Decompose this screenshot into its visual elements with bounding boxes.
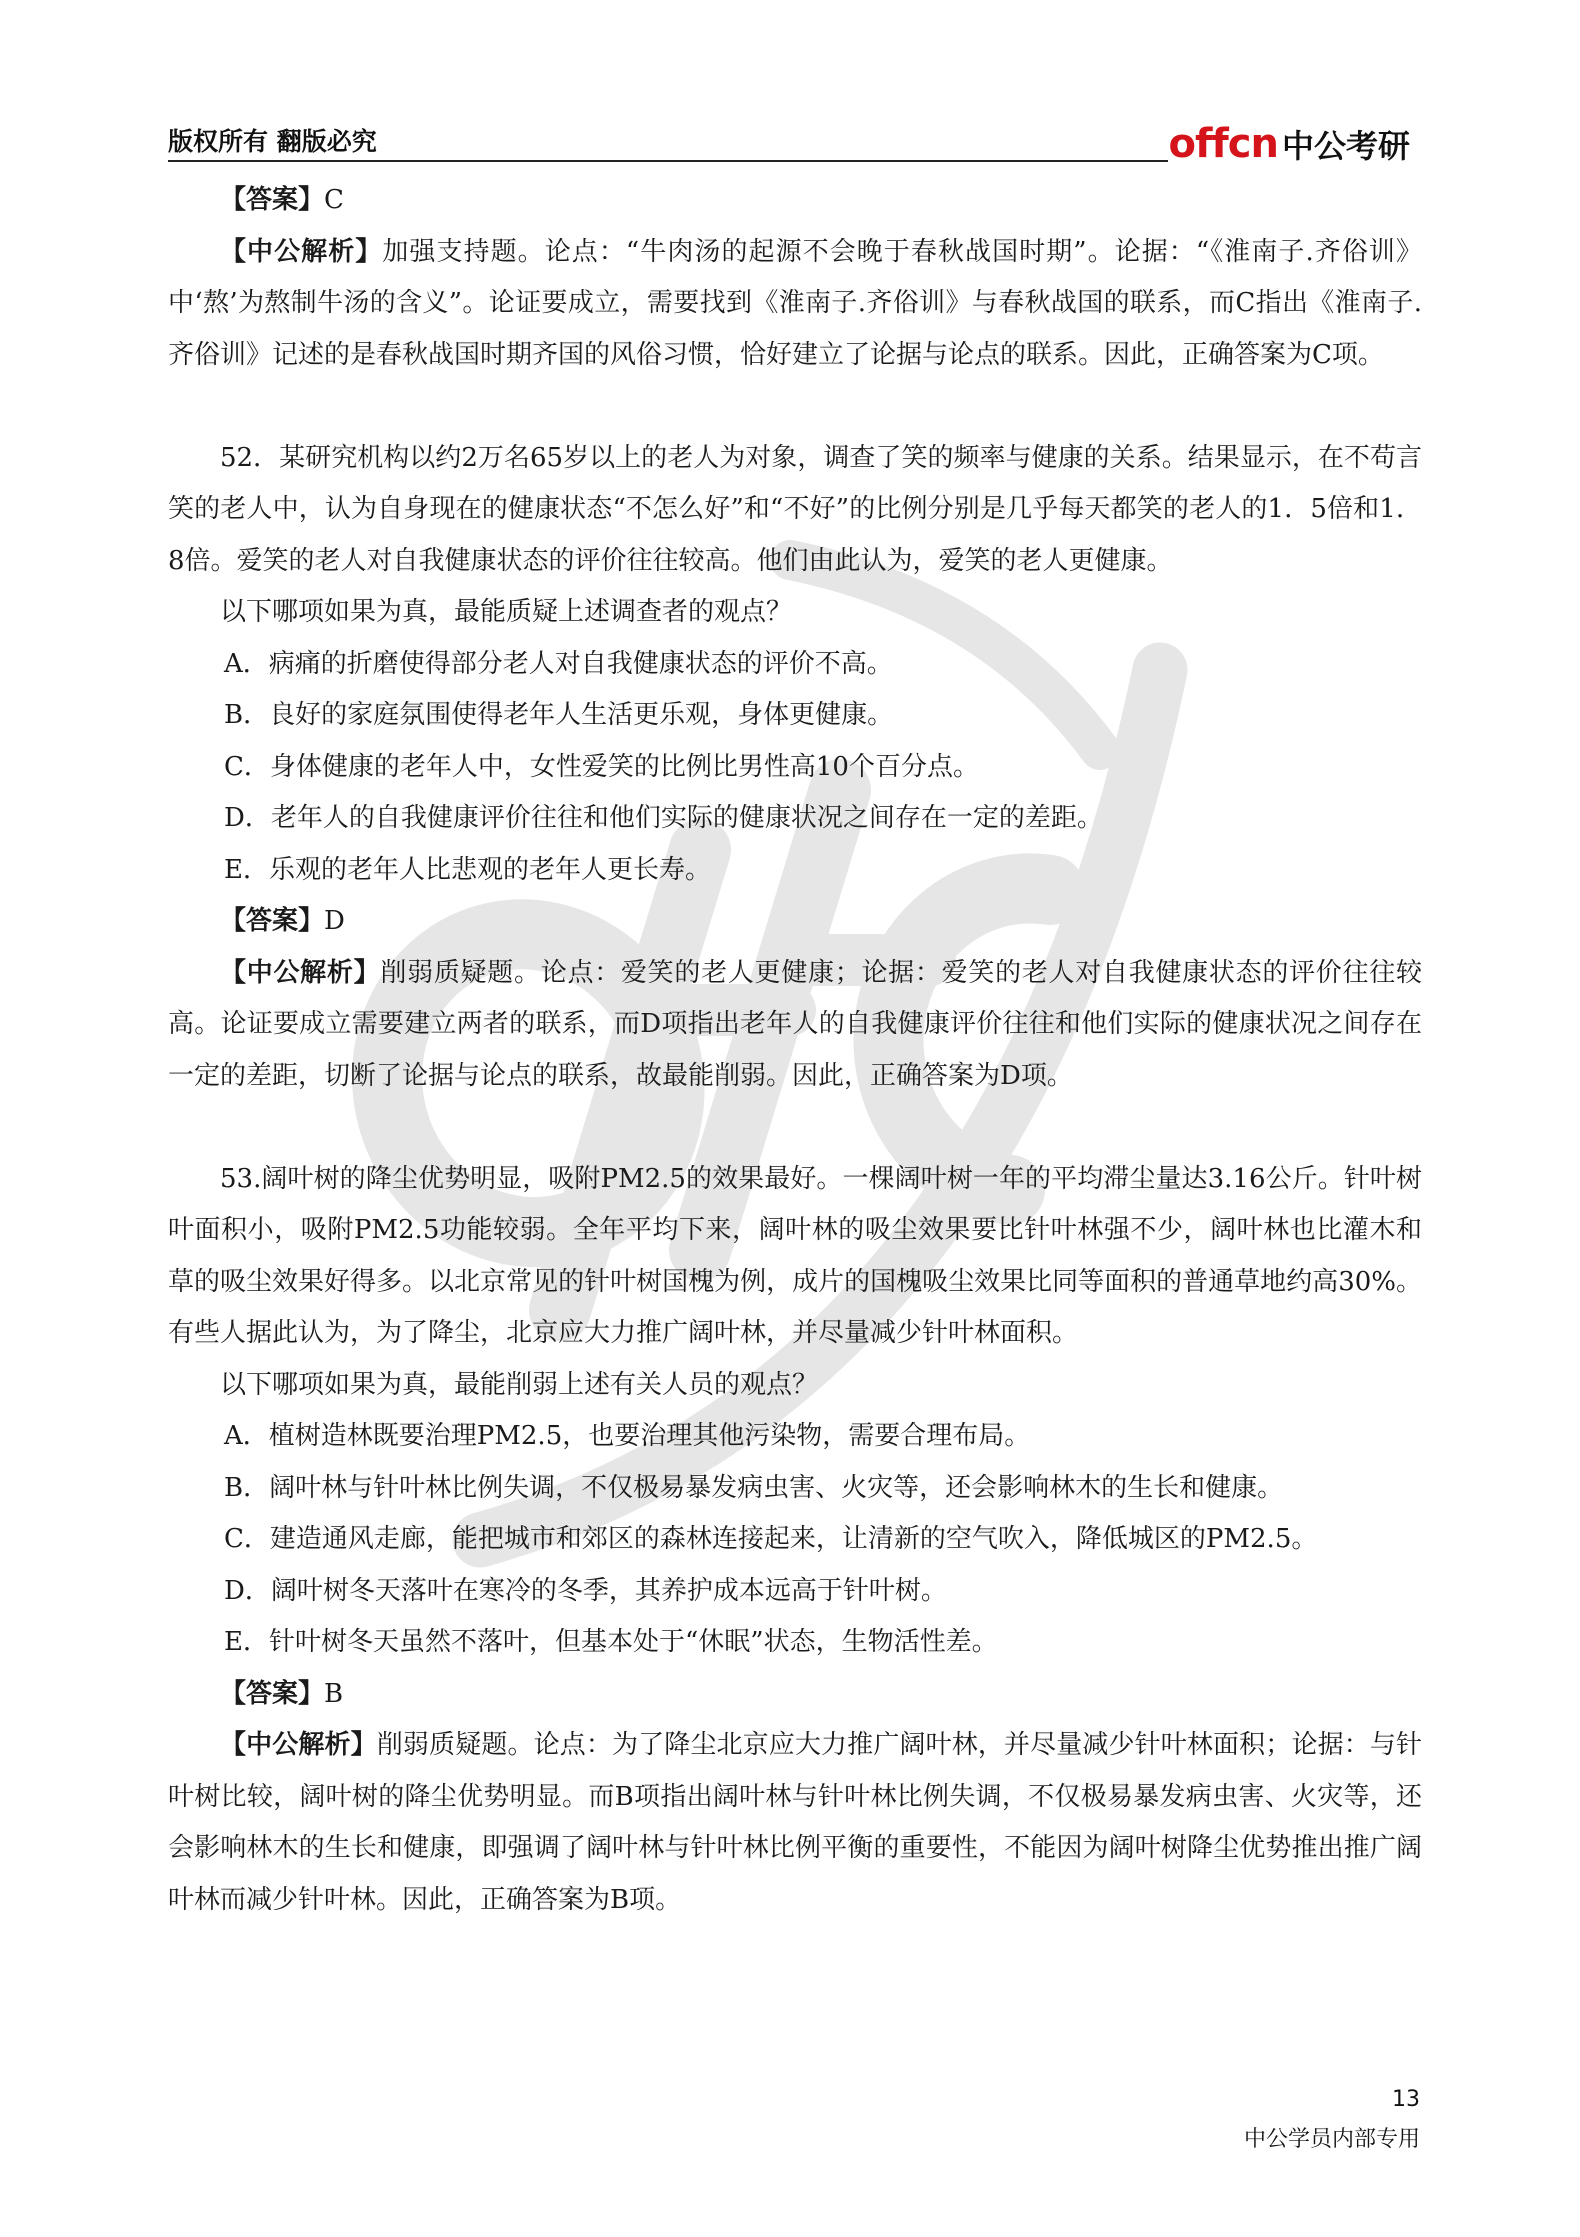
q53-option-d: D．阔叶树冬天落叶在寒冷的冬季，其养护成本远高于针叶树。 — [224, 1575, 947, 1606]
header-rule — [168, 160, 1168, 162]
q52-option-e: E．乐观的老年人比悲观的老年人更长寿。 — [224, 854, 711, 885]
q53-stem: 53.阔叶树的降尘优势明显，吸附PM2.5的效果最好。一棵阔叶树一年的平均滞尘量达3.16公斤。针叶树叶面积小，吸附PM2.5功能较弱。全年平均下来，阔叶林的吸尘效果要比针叶林强不少，阔叶林也比灌木和草的吸尘效果好得多。以北京常见的针叶树国槐为例，成片的国槐吸尘效果比同等面积的普通草地约高30%。有些人据此认为，为了降尘，北京应大力推广阔叶林，并尽量减少针叶林面积。 — [168, 1163, 1422, 1348]
offcn-logo — [1168, 121, 1411, 167]
footer-note: 中公学员内部专用 — [1243, 2127, 1420, 2152]
q52-option-a: A．病痛的折磨使得部分老人对自我健康状态的评价不高。 — [224, 648, 893, 679]
q52-analysis: 【中公解析】削弱质疑题。论点：爱笑的老人更健康；论据：爱笑的老人对自我健康状态的评价往往较高。论证要成立需要建立两者的联系，而D项指出老年人的自我健康评价往往和他们实际的健康状况之间存在一定的差距，切断了论据与论点的联系，故最能削弱。因此，正确答案为D项。 — [168, 957, 1422, 1091]
q53-question: 以下哪项如果为真，最能削弱上述有关人员的观点？ — [220, 1369, 819, 1400]
q52-question: 以下哪项如果为真，最能质疑上述调查者的观点？ — [220, 597, 793, 627]
page-number: 13 — [1392, 2087, 1420, 2112]
q53-option-a: A．植树造林既要治理PM2.5，也要治理其他污染物，需要合理布局。 — [224, 1421, 1031, 1451]
q52-stem: 52．某研究机构以约2万名65岁以上的老人为对象，调查了笑的频率与健康的关系。结果显示，在不苟言笑的老人中，认为自身现在的健康状态“不怎么好”和“不好”的比例分别是几乎每天都笑的老人的1．5倍和1．8倍。爱笑的老人对自我健康状态的评价往往较高。他们由此认为，爱笑的老人更健康。 — [168, 442, 1422, 576]
document-body — [168, 175, 1422, 1926]
logo-chinese: 中公考研 — [1281, 126, 1410, 165]
page-footer — [1244, 2080, 1420, 2160]
q52-answer: 【答案】D — [220, 906, 345, 936]
q53-analysis: 【中公解析】削弱质疑题。论点：为了降尘北京应大力推广阔叶林，并尽量减少针叶林面积；论据：与针叶树比较，阔叶树的降尘优势明显。而B项指出阔叶林与针叶林比例失调，不仅极易暴发病虫害、火灾等，还会影响林木的生长和健康，即强调了阔叶林与针叶林比例平衡的重要性，不能因为阔叶树降尘优势推出推广阔叶林而减少针叶林。因此，正确答案为B项。 — [168, 1730, 1422, 1915]
q51-answer: 【答案】C — [220, 185, 344, 215]
q53-option-c: C．建造通风走廊，能把城市和郊区的森林连接起来，让清新的空气吹入，降低城区的PM2.5。 — [224, 1524, 1318, 1554]
q52-option-b: B．良好的家庭氛围使得老年人生活更乐观，身体更健康。 — [224, 700, 894, 730]
q53-answer: 【答案】B — [220, 1678, 344, 1709]
q52-option-d: D．老年人的自我健康评价往往和他们实际的健康状况之间存在一定的差距。 — [224, 803, 1103, 833]
q52-option-c: C．身体健康的老年人中，女性爱笑的比例比男性高10个百分点。 — [224, 751, 979, 782]
copyright-notice: 版权所有 翻版必究 — [168, 127, 377, 156]
q51-analysis: 【中公解析】加强支持题。论点：“牛肉汤的起源不会晚于春秋战国时期”。论据：“《淮南子.齐俗训》中‘熬’为熬制牛汤的含义”。论证要成立，需要找到《淮南子.齐俗训》与春秋战国的联系，而C指出《淮南子.齐俗训》记述的是春秋战国时期齐国的风俗习惯，恰好建立了论据与论点的联系。因此，正确答案为C项。 — [168, 236, 1422, 370]
logo-english: offcn — [1168, 121, 1278, 167]
q53-option-b: B．阔叶林与针叶林比例失调，不仅极易暴发病虫害、火灾等，还会影响林木的生长和健康。 — [224, 1472, 1284, 1503]
page-header — [168, 110, 1410, 167]
q53-option-e: E．针叶树冬天虽然不落叶，但基本处于“休眠”状态，生物活性差。 — [224, 1627, 998, 1657]
